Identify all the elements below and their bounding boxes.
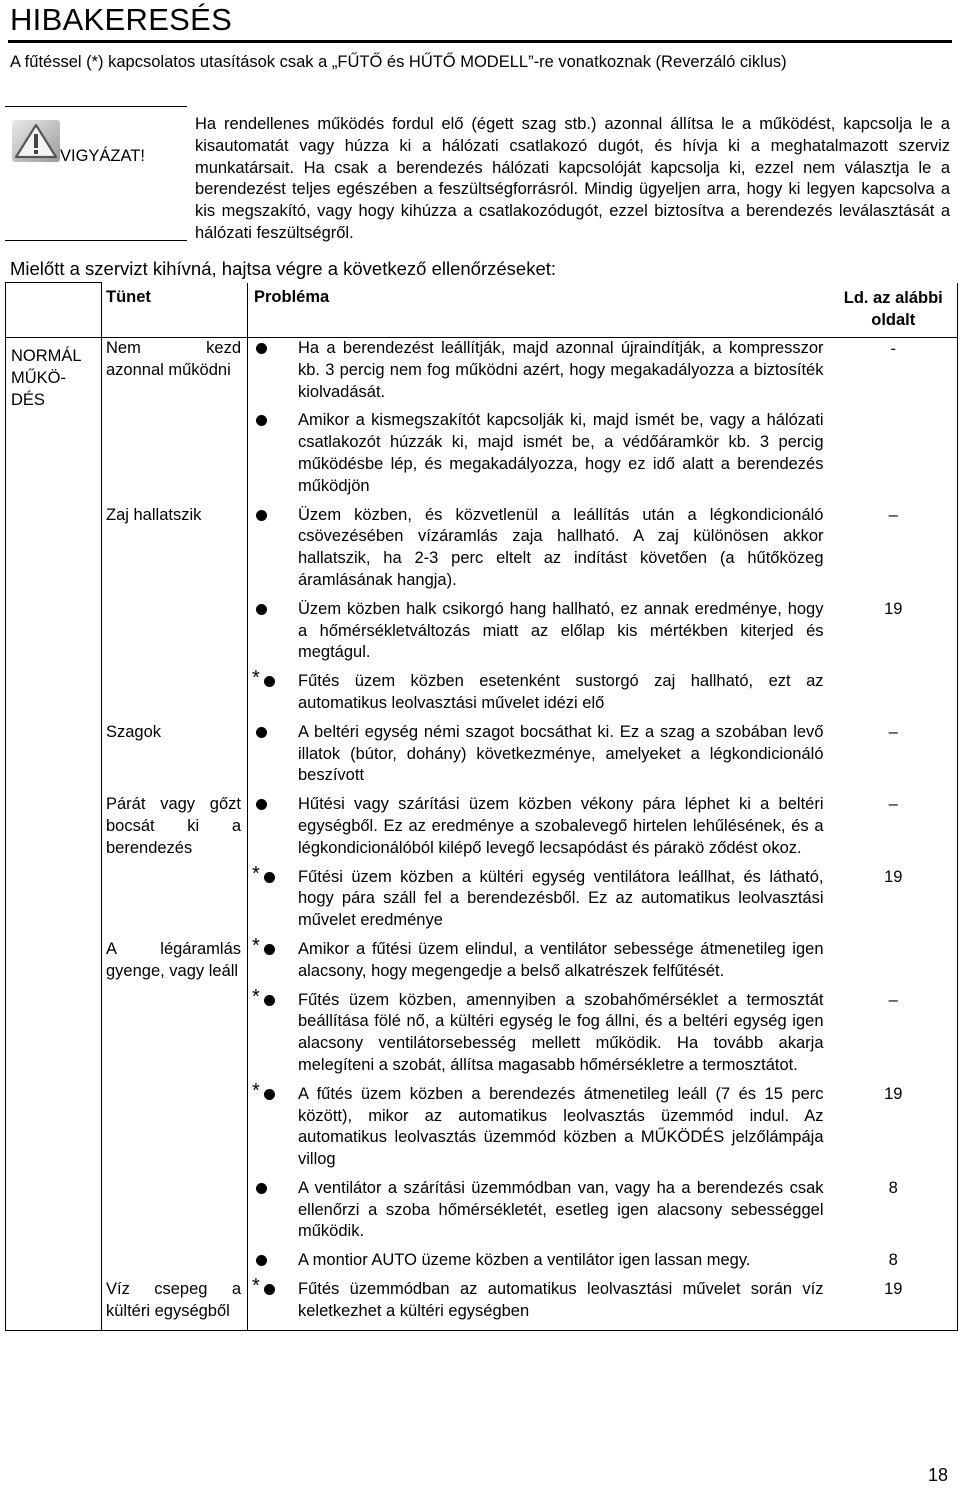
bullet-icon bbox=[248, 410, 298, 432]
bullet-icon bbox=[248, 505, 298, 527]
list-item bbox=[248, 862, 830, 932]
ref-header: Ld. az alábbi oldalt bbox=[830, 283, 958, 338]
table-row: Víz csepeg a kültéri egységből * Fűtés üzemmódban az automatikus leolvasztási művelet során víz keletkezhet a kültéri egységben 19 bbox=[6, 1279, 958, 1330]
page-subtitle: A fűtéssel (*) kapcsolatos utasítások csak a „FŰTŐ és HŰTŐ MODELL”-re vonatkoznak (Reverzáló ciklus) bbox=[10, 53, 787, 71]
category-cell: NORMÁL MŰKÖ- DÉS bbox=[6, 338, 102, 1331]
table-row: Szagok A beltéri egység némi szagot bocsáthat ki. Ez a szag a szobában levő illatok (bútor, dohány) következménye, amelyeket a légkondicionáló beszívott – bbox=[6, 722, 958, 794]
page-title: HIBAKERESÉS bbox=[10, 2, 233, 37]
table-row: NORMÁL MŰKÖ- DÉS Nem kezd azonnal működni Ha a berendezést leállítják, majd azonnal újraindítják, a kompresszor kb. 3 percig nem fog működni azért, hogy megakadályozza a biztosíték kiolvadását. Amikor a kismegszakítót kapcsolják ki, majd ismét be, vagy a hálózati csatlakozót húzzák ki, majd ismét be, a védőáramkör kb. 3 percig működésbe lép, és megakadályozza, hogy ez idő alatt a berendezés működjön - bbox=[6, 338, 958, 505]
symptom-text: A légáramlás gyenge, vagy leáll bbox=[106, 939, 241, 980]
warning-triangle-icon bbox=[12, 120, 60, 162]
problem-text: Fűtés üzem közben, amennyiben a szobahőmérséklet a termosztát beállítása fölé nő, a kültéri egység le fog állni, és a beltéri egység igen alacsony ventilátorsebesség mellett működik. Ha tovább akarja melegíteni a szobát, állítsa magasabb hőmérsékletre a termosztátot. bbox=[298, 990, 824, 1074]
table-row: Zaj hallatszik Üzem közben, és közvetlenül a leállítás után a légkondicionáló csövezésében vízáramlás zaja hallható. A zaj különösen akkor hallatszik, ha 2-3 perc eltelt az indítást követően (a hűtőközeg áramlásának hangja). Üzem közben halk csikorgó hang hallható, ez annak eredménye, hogy a hőmérsékletváltozás miatt az előlap kis mértékben kiterjed és megtágul. * Fűtés üzem közben esetenként sustorgó zaj hallható, ezt az automatikus leolvasztási művelet idézi elő – 19 bbox=[6, 505, 958, 722]
heating-bullet-icon: * bbox=[248, 1279, 298, 1301]
list-item bbox=[248, 599, 830, 664]
table-header-blank bbox=[6, 283, 102, 338]
list-item bbox=[248, 985, 830, 1077]
problem-text: A montior AUTO üzeme közben a ventilátor igen lassan megy. bbox=[298, 1251, 751, 1270]
heating-bullet-icon: * bbox=[248, 939, 298, 961]
list-item bbox=[248, 1079, 830, 1171]
problem-text: A beltéri egység némi szagot bocsáthat ki. Ez a szag a szobában levő illatok (bútor, dohány) következménye, amelyeket a légkondicionáló beszívott bbox=[298, 722, 824, 785]
bullet-icon bbox=[248, 599, 298, 621]
list-item bbox=[248, 410, 830, 497]
problem-text: Hűtési vagy szárítási üzem közben vékony pára léphet ki a beltéri egységből. Ez az eredménye a szobalevegő hirtelen lehűlésének, és a légkondicionálóból kilépő levegő lecsapódást és párakö ződést okoz. bbox=[298, 795, 824, 857]
bullet-icon bbox=[248, 1178, 298, 1200]
problem-text: A ventilátor a szárítási üzemmódban van, vagy ha a berendezés csak ellenőrzi a szoba hőmérsékletét, esetleg igen alacsony sebességgel működik. bbox=[298, 1178, 824, 1241]
bullet-icon bbox=[248, 722, 298, 744]
page-number: 18 bbox=[927, 1465, 948, 1485]
problem-text: Üzem közben, és közvetlenül a leállítás után a légkondicionáló csövezésében vízáramlás zaja hallható. A zaj különösen akkor hallatszik, ha 2-3 perc eltelt az indítást követően (a hűtőközeg áramlásának hangja). bbox=[298, 505, 824, 589]
symptom-text: Párát vagy gőzt bocsát ki a berendezés bbox=[106, 795, 241, 857]
warning-label: VIGYÁZAT! bbox=[60, 147, 145, 165]
title-divider bbox=[8, 40, 952, 43]
heating-bullet-icon: * bbox=[248, 867, 298, 889]
warning-bottom-rule bbox=[5, 240, 187, 241]
list-item bbox=[248, 722, 830, 787]
table-row: A légáramlás gyenge, vagy leáll * Amikor a fűtési üzem elindul, a ventilátor sebessége átmenetileg igen alacsony, hogy megengedje a belső alkatrészek felfűtését. * Fűtés üzem közben, amennyiben a szobahőmérséklet a termosztát beállítása fölé nő, a kültéri egység le fog állni, és a beltéri egység igen alacsony ventilátorsebesség mellett működik. Ha tovább akarja melegíteni a szobát, állítsa magasabb hőmérsékletre a termosztátot. * A fűtés üzem közben a berendezés átmenetileg leáll (7 és 15 perc között), mikor az automatikus leolvasztás üzemmód indul. Az automatikus leolvasztás üzemmód közben a MŰKÖDÉS jelzőlámpája villog A ventilátor a szárítási üzemmódban van, vagy ha a berendezés csak ellenőrzi a szoba hőmérsékletét, esetleg igen alacsony sebességgel működik. A montior AUTO üzeme közben a ventilátor igen lassan megy. – 19 8 8 bbox=[6, 939, 958, 1279]
problem-text: Üzem közben halk csikorgó hang hallható, ez annak eredménye, hogy a hőmérsékletváltozás miatt az előlap kis mértékben kiterjed és megtágul. bbox=[298, 599, 824, 662]
problem-text: A fűtés üzem közben a berendezés átmenetileg leáll (7 és 15 perc között), mikor az automatikus leolvasztás üzemmód indul. Az automatikus leolvasztás üzemmód közben a MŰKÖDÉS jelzőlámpája villog bbox=[298, 1084, 824, 1169]
list-item bbox=[248, 338, 830, 403]
problem-text: Fűtési üzem közben a kültéri egység ventilátora leállhat, és látható, hogy pára száll fel a berendezésből. Ez az automatikus leolvasztási művelet eredménye bbox=[298, 867, 824, 930]
problem-text: Amikor a kismegszakítót kapcsolják ki, majd ismét be, vagy a hálózati csatlakozót húzzák ki, majd ismét be, a védőáramkör kb. 3 percig működésbe lép, és megakadályozza, hogy ez idő alatt a berendezés működjön bbox=[298, 411, 824, 495]
list-item bbox=[248, 667, 830, 715]
list-item bbox=[248, 505, 830, 592]
warning-top-rule bbox=[5, 106, 187, 107]
list-item bbox=[248, 934, 830, 983]
symptom-text: Nem kezd azonnal működni bbox=[106, 339, 241, 379]
bullet-icon bbox=[248, 338, 298, 360]
list-item bbox=[248, 1275, 830, 1323]
list-item bbox=[248, 794, 830, 859]
bullet-icon bbox=[248, 794, 298, 816]
warning-text: Ha rendellenes működés fordul elő (égett szag stb.) azonnal állítsa le a működést, kapcsolja le a kisautomatát vagy húzza ki a hálózati csatlakozó dugót, és hívja ki a meghatalmazott szerviz munkatársait. Ha csak a berendezés hálózati kapcsolóját kapcsolja ki, ezzel nem választja le a berendezést teljes egészében a feszültségforrásról. Mindig ügyeljen arra, hogy ki legyen kapcsolva a kis megszakító, vagy hogy kihúzza a csatlakozódugót, ezzel biztosítva a berendezés leválasztását a hálózati feszültségről. bbox=[195, 115, 950, 242]
table-row: Párát vagy gőzt bocsát ki a berendezés Hűtési vagy szárítási üzem közben vékony pára léphet ki a beltéri egységből. Ez az eredménye a szobalevegő hirtelen lehűlésének, és a légkondicionálóból kilépő levegő lecsapódást és párakö ződést okoz. * Fűtési üzem közben a kültéri egység ventilátora leállhat, és látható, hogy pára száll fel a berendezésből. Ez az automatikus leolvasztási művelet eredménye – 19 bbox=[6, 794, 958, 939]
troubleshooting-table bbox=[5, 282, 958, 1331]
problem-header: Probléma bbox=[254, 287, 330, 306]
list-item bbox=[248, 1250, 830, 1272]
bullet-icon bbox=[248, 1250, 298, 1272]
problem-text: Fűtés üzemmódban az automatikus leolvasztási művelet során víz keletkezhet a kültéri egységben bbox=[298, 1280, 824, 1321]
problem-text: Ha a berendezést leállítják, majd azonnal újraindítják, a kompresszor kb. 3 percig nem fog működni azért, hogy megakadályozza a biztosíték kiolvadását. bbox=[298, 339, 824, 401]
intro-text: Mielőtt a szervizt kihívná, hajtsa végre a következő ellenőrzéseket: bbox=[10, 258, 557, 279]
problem-text: Amikor a fűtési üzem elindul, a ventilátor sebessége átmenetileg igen alacsony, hogy megengedje a belső alkatrészek felfűtését. bbox=[298, 939, 824, 980]
symptom-text: Zaj hallatszik bbox=[106, 505, 202, 524]
symptom-text: Szagok bbox=[106, 722, 162, 741]
heating-bullet-icon: * bbox=[248, 990, 298, 1012]
symptom-header: Tünet bbox=[102, 283, 248, 338]
list-item bbox=[248, 1178, 830, 1243]
heating-bullet-icon: * bbox=[248, 1084, 298, 1106]
problem-text: Fűtés üzem közben esetenként sustorgó zaj hallható, ezt az automatikus leolvasztási művelet idézi elő bbox=[298, 672, 824, 712]
symptom-text: Víz csepeg a kültéri egységből bbox=[106, 1280, 241, 1321]
heating-bullet-icon: * bbox=[248, 671, 298, 693]
